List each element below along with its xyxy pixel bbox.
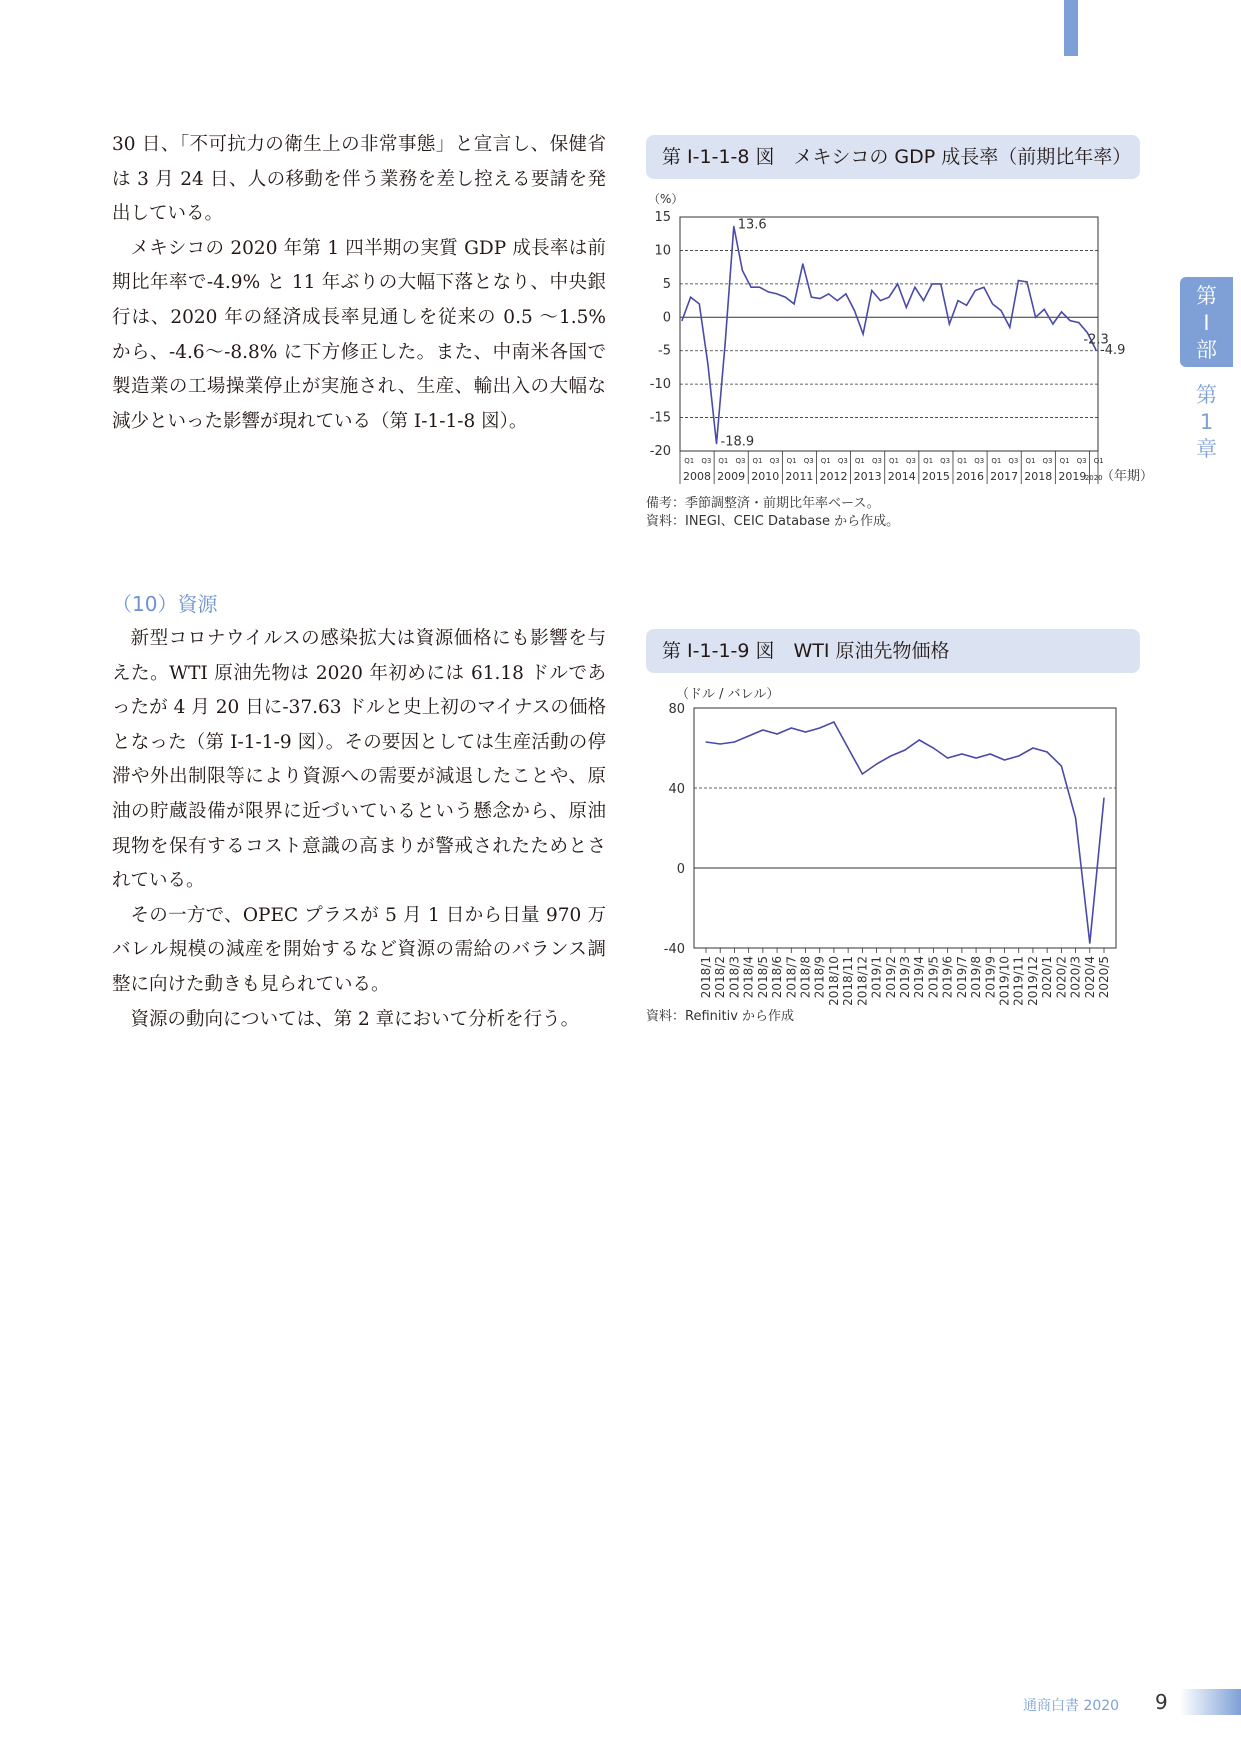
wti-point bbox=[990, 753, 991, 754]
year-tick-label: 2009 bbox=[717, 470, 746, 483]
y-tick-label: -15 bbox=[649, 410, 671, 426]
x-tick-label: 2020/2 bbox=[1054, 956, 1069, 999]
paragraph-2: メキシコの 2020 年第 1 四半期の実質 GDP 成長率は前期比年率で-4.9% と 11 年ぶりの大幅下落となり、中央銀行は、2020 年の経済成長率見通しを従来の 0.5 ～1.5% から、-4.6～-8.8% に下方修正した。また、中南米各国で製造業の工場操業停止が実施され、生産、輸出入の大幅な減少といった影響が現れている（第 I-1-1-8 図）。 bbox=[112, 237, 606, 432]
quarter-tick-label: Q1 bbox=[1025, 457, 1036, 465]
x-tick-label: 2018/8 bbox=[798, 956, 813, 999]
gdp-point bbox=[1078, 322, 1079, 323]
y-tick-label: 15 bbox=[654, 210, 671, 225]
gdp-point bbox=[949, 323, 950, 324]
x-tick-label: 2020/3 bbox=[1068, 956, 1083, 999]
y-tick-label: -20 bbox=[649, 444, 671, 459]
wti-point bbox=[1018, 755, 1019, 756]
quarter-tick-label: Q3 bbox=[940, 457, 951, 465]
paragraph-1: 30 日、「不可抗力の衛生上の非常事態」と宣言し、保健省は 3 月 24 日、人の移動を伴う業務を差し控える要請を発出している。 bbox=[112, 134, 606, 225]
wti-point bbox=[1061, 765, 1062, 766]
wti-point bbox=[933, 747, 934, 748]
quarter-tick-label: Q1 bbox=[820, 457, 831, 465]
quarter-tick-label: Q3 bbox=[701, 457, 712, 465]
year-tick-label: 2014 bbox=[887, 470, 916, 483]
x-tick-label: 2019/3 bbox=[898, 956, 912, 999]
gdp-point bbox=[1026, 281, 1027, 282]
y-axis-unit: （%） bbox=[648, 192, 684, 206]
chapter-tab-2: 1 bbox=[1199, 410, 1214, 434]
gdp-point bbox=[750, 287, 751, 288]
gdp-point bbox=[1061, 311, 1062, 312]
x-tick-label: 2018/3 bbox=[727, 956, 742, 999]
x-tick-label: 2019/4 bbox=[912, 956, 927, 999]
gdp-point bbox=[759, 287, 760, 288]
gdp-point bbox=[733, 226, 734, 227]
gdp-point bbox=[794, 303, 795, 304]
quarter-tick-label: Q3 bbox=[1008, 457, 1019, 465]
x-tick-label: 2018/1 bbox=[699, 956, 713, 999]
top-accent-bar bbox=[1064, 0, 1078, 56]
figure-8-title: 第 I-1-1-8 図 メキシコの GDP 成長率（前期比年率） bbox=[646, 135, 1140, 179]
gdp-point bbox=[871, 290, 872, 291]
wti-series-line bbox=[706, 722, 1104, 943]
section-title: （10）資源 bbox=[112, 592, 218, 616]
y-tick-label: 5 bbox=[662, 276, 671, 292]
y-tick-label: 10 bbox=[654, 243, 671, 259]
wti-point bbox=[890, 755, 891, 756]
y-tick-label: -10 bbox=[649, 377, 671, 393]
x-tick-label: 2019/1 bbox=[869, 956, 884, 999]
wti-point bbox=[1032, 747, 1033, 748]
quarter-tick-label: Q1 bbox=[923, 457, 934, 465]
x-tick-label: 2019/12 bbox=[1025, 956, 1040, 1006]
wti-point bbox=[833, 721, 834, 722]
wti-point bbox=[961, 753, 962, 754]
chapter-tab bbox=[1180, 382, 1233, 463]
x-tick-label: 2020/5 bbox=[1097, 956, 1111, 999]
part-tab-2: I bbox=[1203, 311, 1210, 335]
wti-point bbox=[720, 743, 721, 744]
wti-point bbox=[1089, 943, 1090, 944]
body-text-top bbox=[112, 128, 606, 439]
year-tick-label: 2016 bbox=[956, 470, 985, 483]
gdp-point bbox=[811, 297, 812, 298]
x-axis-unit: （年期） bbox=[1101, 469, 1154, 484]
x-tick-label: 2019/6 bbox=[940, 956, 955, 999]
wti-point bbox=[947, 757, 948, 758]
annotation-max: 13.6 bbox=[737, 217, 767, 233]
wti-point bbox=[705, 741, 706, 742]
part-tab bbox=[1180, 277, 1233, 367]
year-tick-label: 2008 bbox=[683, 470, 712, 483]
part-tab-3: 部 bbox=[1196, 338, 1217, 362]
quarter-tick-label: Q3 bbox=[1042, 457, 1053, 465]
wti-point bbox=[819, 727, 820, 728]
y-tick-label: 0 bbox=[676, 862, 685, 877]
x-tick-label: 2018/11 bbox=[841, 956, 856, 1006]
gdp-point bbox=[819, 298, 820, 299]
quarter-tick-label: Q3 bbox=[803, 457, 814, 465]
gdp-point bbox=[1070, 320, 1071, 321]
figure-8-notes bbox=[646, 495, 899, 531]
gdp-point bbox=[699, 303, 700, 304]
gdp-point bbox=[802, 263, 803, 264]
gdp-point bbox=[863, 333, 864, 334]
gdp-point bbox=[707, 363, 708, 364]
x-tick-label: 2019/2 bbox=[883, 956, 898, 999]
x-tick-label: 2018/9 bbox=[812, 956, 827, 999]
quarter-tick-label: Q3 bbox=[769, 457, 780, 465]
gdp-point bbox=[768, 291, 769, 292]
quarter-tick-label: Q1 bbox=[718, 457, 729, 465]
quarter-tick-label: Q1 bbox=[752, 457, 763, 465]
figure-8-note-2: 資料：INEGI、CEIC Database から作成。 bbox=[646, 514, 900, 529]
figure-9-notes bbox=[646, 1008, 794, 1026]
gdp-point bbox=[906, 307, 907, 308]
quarter-tick-label: Q3 bbox=[974, 457, 985, 465]
annotation-last-prev: -2.3 bbox=[1083, 332, 1109, 348]
x-tick-label: 2018/7 bbox=[784, 956, 799, 999]
quarter-tick-label: Q3 bbox=[735, 457, 746, 465]
gdp-point bbox=[828, 293, 829, 294]
annotation-min: -18.9 bbox=[720, 434, 755, 450]
wti-point bbox=[848, 747, 849, 748]
gdp-point bbox=[681, 320, 682, 321]
annotation-last: -4.9 bbox=[1100, 343, 1126, 359]
gdp-point bbox=[966, 305, 967, 306]
x-tick-label: 2020/4 bbox=[1082, 956, 1097, 999]
wti-point bbox=[919, 739, 920, 740]
quarter-tick-label: Q1 bbox=[991, 457, 1002, 465]
gdp-point bbox=[1052, 323, 1053, 324]
gdp-point bbox=[690, 297, 691, 298]
year-tick-label: 2012 bbox=[819, 470, 848, 483]
wti-point bbox=[862, 773, 863, 774]
gdp-point bbox=[888, 297, 889, 298]
gdp-point bbox=[776, 293, 777, 294]
year-tick-label: 2017 bbox=[990, 470, 1019, 483]
gdp-point bbox=[983, 287, 984, 288]
figure-9-note-1: 資料：Refinitiv から作成 bbox=[646, 1009, 795, 1024]
quarter-tick-label: Q1 bbox=[1093, 457, 1104, 465]
plot-frame bbox=[680, 217, 1098, 451]
gdp-point bbox=[932, 283, 933, 284]
gdp-point bbox=[845, 293, 846, 294]
quarter-tick-label: Q1 bbox=[889, 457, 899, 465]
wti-chart bbox=[646, 680, 1146, 1010]
x-tick-label: 2019/9 bbox=[983, 956, 998, 999]
year-tick-label: 2013 bbox=[853, 470, 882, 483]
page-number: 9 bbox=[1155, 1690, 1168, 1714]
gdp-point bbox=[975, 290, 976, 291]
wti-point bbox=[776, 733, 777, 734]
quarter-tick-label: Q1 bbox=[957, 457, 968, 465]
y-axis-unit: （ドル / バレル） bbox=[676, 687, 780, 702]
quarter-tick-label: Q1 bbox=[854, 457, 865, 465]
footer-accent-bar bbox=[1180, 1689, 1241, 1715]
wti-point bbox=[805, 731, 806, 732]
x-tick-label: 2019/7 bbox=[954, 956, 969, 999]
gdp-point bbox=[854, 310, 855, 311]
wti-point bbox=[1004, 759, 1005, 760]
x-tick-label: 2019/10 bbox=[997, 956, 1012, 1006]
x-tick-label: 2020/1 bbox=[1040, 956, 1055, 999]
wti-point bbox=[734, 741, 735, 742]
gdp-point bbox=[957, 300, 958, 301]
wti-point bbox=[975, 757, 976, 758]
x-tick-label: 2018/4 bbox=[741, 956, 756, 999]
figure-9-title: 第 I-1-1-9 図 WTI 原油先物価格 bbox=[646, 629, 1140, 673]
gdp-point bbox=[940, 283, 941, 284]
plot-frame bbox=[694, 708, 1116, 948]
year-tick-label: 2020 bbox=[1084, 474, 1103, 482]
year-tick-label: 2018 bbox=[1024, 470, 1053, 483]
part-tab-1: 第 bbox=[1196, 284, 1217, 308]
wti-point bbox=[748, 735, 749, 736]
paragraph-3: 新型コロナウイルスの感染拡大は資源価格にも影響を与えた。WTI 原油先物は 2020 年初めには 61.18 ドルであったが 4 月 20 日に-37.63 ドルと史上初のマイナスの価格となった（第 I-1-1-9 図）。その要因としては生産活動の停滞や外出制限等により資源への需要が減退したことや、原油の貯蔵設備が限界に近づいているという懸念から、原油現物を保有するコスト意識の高まりが警戒されたためとされている。 bbox=[112, 628, 606, 892]
gdp-point bbox=[897, 283, 898, 284]
quarter-tick-label: Q3 bbox=[871, 457, 882, 465]
year-tick-label: 2019 bbox=[1058, 470, 1087, 483]
gdp-point bbox=[837, 300, 838, 301]
wti-point bbox=[876, 763, 877, 764]
y-tick-label: 0 bbox=[662, 310, 671, 326]
footer-title: 通商白書 2020 bbox=[1023, 1698, 1120, 1714]
x-tick-label: 2018/10 bbox=[826, 956, 841, 1006]
gdp-point bbox=[1044, 309, 1045, 310]
y-tick-label: -5 bbox=[658, 343, 671, 359]
gdp-series-line bbox=[682, 226, 1096, 443]
gdp-point bbox=[914, 287, 915, 288]
gdp-point bbox=[1035, 317, 1036, 318]
body-text-bottom bbox=[112, 622, 606, 1037]
quarter-tick-label: Q1 bbox=[786, 457, 797, 465]
x-tick-label: 2018/12 bbox=[855, 956, 870, 1006]
year-tick-label: 2011 bbox=[785, 470, 814, 483]
x-tick-label: 2018/6 bbox=[770, 956, 785, 999]
x-tick-label: 2019/5 bbox=[926, 956, 941, 999]
quarter-tick-label: Q1 bbox=[684, 457, 695, 465]
gdp-point bbox=[742, 270, 743, 271]
wti-point bbox=[1103, 797, 1104, 798]
y-tick-label: 40 bbox=[668, 782, 685, 797]
gdp-point bbox=[785, 297, 786, 298]
quarter-tick-label: Q3 bbox=[906, 457, 917, 465]
paragraph-5: 資源の動向については、第 2 章において分析を行う。 bbox=[130, 1008, 580, 1030]
x-tick-label: 2018/2 bbox=[713, 956, 728, 999]
chapter-tab-3: 章 bbox=[1196, 437, 1217, 461]
gdp-point bbox=[1009, 327, 1010, 328]
x-tick-label: 2019/8 bbox=[969, 956, 984, 999]
gdp-point bbox=[923, 300, 924, 301]
gdp-chart bbox=[646, 186, 1154, 496]
y-tick-label: -40 bbox=[663, 942, 685, 957]
wti-point bbox=[762, 729, 763, 730]
gdp-point bbox=[880, 300, 881, 301]
year-tick-label: 2010 bbox=[751, 470, 780, 483]
wti-point bbox=[904, 749, 905, 750]
gdp-point bbox=[725, 343, 726, 344]
wti-point bbox=[1075, 817, 1076, 818]
gdp-point bbox=[1018, 280, 1019, 281]
gdp-point bbox=[1001, 310, 1002, 311]
x-tick-label: 2018/5 bbox=[755, 956, 770, 999]
wti-point bbox=[1047, 751, 1048, 752]
gdp-point bbox=[992, 303, 993, 304]
gdp-point bbox=[716, 443, 717, 444]
year-tick-label: 2015 bbox=[921, 470, 950, 483]
quarter-tick-label: Q1 bbox=[1059, 457, 1070, 465]
paragraph-4: その一方で、OPEC プラスが 5 月 1 日から日量 970 万バレル規模の減産を開始するなど資源の需給のバランス調整に向けた動きも見られている。 bbox=[112, 904, 606, 995]
quarter-tick-label: Q3 bbox=[837, 457, 848, 465]
gdp-point bbox=[1095, 349, 1096, 350]
chapter-tab-1: 第 bbox=[1196, 383, 1217, 407]
x-tick-label: 2019/11 bbox=[1011, 956, 1026, 1006]
wti-point bbox=[791, 727, 792, 728]
y-tick-label: 80 bbox=[668, 702, 685, 717]
quarter-tick-label: Q3 bbox=[1076, 457, 1087, 465]
figure-8-note-1: 備考：季節調整済・前期比年率ベース。 bbox=[646, 496, 880, 511]
